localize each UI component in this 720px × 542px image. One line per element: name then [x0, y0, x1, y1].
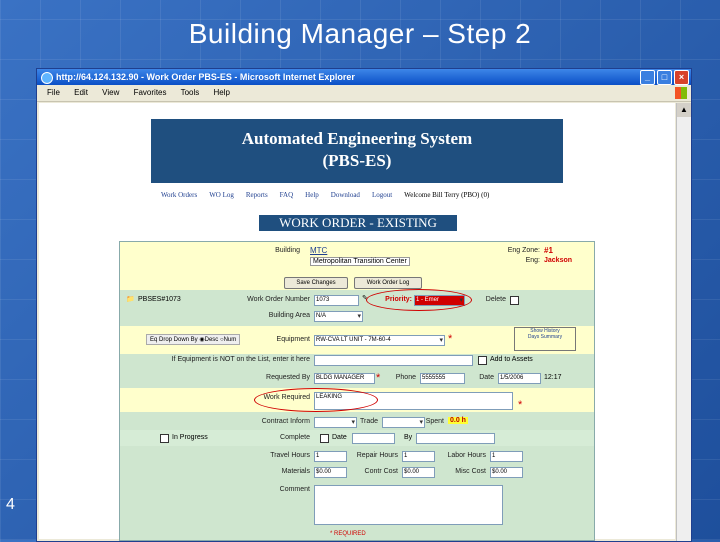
trade-label: Trade: [359, 418, 378, 425]
repair-hours-field[interactable]: 1: [402, 451, 435, 462]
in-progress-label: In Progress: [172, 434, 208, 441]
menu-help[interactable]: Help: [213, 88, 230, 97]
building-code-link[interactable]: MTC: [310, 246, 328, 255]
edit-icon[interactable]: ✎: [362, 295, 368, 302]
trade-select[interactable]: [382, 417, 425, 428]
add-to-assets-label: Add to Assets: [490, 356, 533, 363]
work-order-number-label: Work Order Number: [247, 296, 310, 303]
nav-logout[interactable]: Logout: [371, 191, 393, 199]
repair-hours-label: Repair Hours: [356, 452, 398, 459]
slide-number: 4: [6, 496, 15, 513]
nav-help[interactable]: Help: [305, 191, 319, 199]
building-label: Building: [275, 247, 300, 254]
work-required-label: Work Required: [263, 394, 310, 401]
complete-checkbox[interactable]: [320, 434, 329, 443]
browser-window: [36, 68, 692, 542]
misc-cost-label: Misc Cost: [455, 468, 486, 475]
nav-faq[interactable]: FAQ: [279, 191, 294, 199]
menu-view[interactable]: View: [102, 88, 120, 97]
menu-tools[interactable]: Tools: [180, 88, 200, 97]
scroll-up-icon[interactable]: ▲: [677, 103, 691, 117]
nav-wo-log[interactable]: WO Log: [209, 191, 234, 199]
welcome-text: Welcome Bill Terry (PBO) (0): [404, 191, 490, 199]
menu-file[interactable]: File: [47, 88, 60, 97]
work-order-form: [119, 241, 595, 541]
close-button[interactable]: ×: [674, 70, 689, 85]
eng-value: Jackson: [544, 257, 573, 264]
priority-select[interactable]: 1 - Emer ▾: [414, 295, 465, 306]
contractor-label: Contract Inform: [261, 418, 310, 425]
requested-by-label: Requested By: [266, 374, 310, 381]
menu-bar: [37, 85, 691, 102]
ie-icon: [41, 72, 53, 84]
banner-title: Automated Engineering System: [241, 129, 473, 148]
page-content: [39, 103, 675, 539]
phone-label: Phone: [395, 374, 416, 381]
requested-by-field[interactable]: BLDG MANAGER: [314, 373, 375, 384]
labor-hours-label: Labor Hours: [447, 452, 486, 459]
window-title: http://64.124.132.90 - Work Order PBS-ES - Microsoft Internet Explorer: [56, 72, 355, 82]
nav-links: [161, 191, 581, 199]
eq-num-radio[interactable]: ○: [219, 337, 224, 343]
materials-field[interactable]: $0.00: [314, 467, 347, 478]
work-required-highlight-oval: [254, 388, 378, 412]
menu-edit[interactable]: Edit: [74, 88, 88, 97]
delete-checkbox[interactable]: [510, 296, 519, 305]
save-changes-button[interactable]: Save Changes: [284, 277, 348, 289]
eng-label: Eng:: [525, 257, 540, 264]
history-panel[interactable]: [514, 327, 576, 351]
comment-label: Comment: [279, 486, 310, 493]
spent-label: Spent: [425, 418, 444, 425]
eq-drop-down-panel: [146, 334, 240, 345]
comment-textarea[interactable]: [314, 485, 503, 525]
work-order-number-field[interactable]: 1073: [314, 295, 359, 306]
browser-titlebar: [37, 69, 691, 85]
contr-cost-field[interactable]: $0.00: [402, 467, 435, 478]
eng-zone-label: Eng Zone:: [507, 247, 540, 254]
equipment-label: Equipment: [276, 336, 310, 343]
misc-cost-field[interactable]: $0.00: [490, 467, 523, 478]
equip-not-listed-input[interactable]: [314, 355, 473, 366]
banner-subtitle: (PBS-ES): [322, 151, 392, 170]
app-banner: [151, 119, 563, 183]
equip-not-listed-label: If Equipment is NOT on the List, enter it here: [171, 356, 310, 363]
vertical-scrollbar[interactable]: [676, 103, 691, 541]
eq-desc-radio[interactable]: ◉: [199, 337, 205, 343]
days-summary-link[interactable]: Days Summary: [527, 334, 563, 340]
nav-work-orders[interactable]: Work Orders: [161, 191, 198, 199]
labor-hours-field[interactable]: 1: [490, 451, 523, 462]
folder-icon: 📁: [126, 296, 135, 303]
maximize-button[interactable]: □: [657, 70, 672, 85]
complete-date-field[interactable]: [352, 433, 395, 444]
spent-value: 0.0 h: [450, 417, 466, 424]
travel-hours-field[interactable]: 1: [314, 451, 347, 462]
section-title: WORK ORDER - EXISTING: [259, 215, 457, 231]
menu-favorites[interactable]: Favorites: [133, 88, 167, 97]
travel-hours-label: Travel Hours: [270, 452, 310, 459]
building-area-label: Building Area: [268, 312, 310, 319]
complete-label: Complete: [280, 434, 310, 441]
priority-label: Priority:: [385, 296, 412, 303]
by-field[interactable]: [416, 433, 495, 444]
date-field[interactable]: 1/5/2006: [498, 373, 541, 384]
minimize-button[interactable]: _: [640, 70, 655, 85]
slide-title: Building Manager – Step 2: [188, 18, 532, 49]
work-order-log-button[interactable]: Work Order Log: [354, 277, 422, 289]
eq-num-label: Num: [223, 337, 237, 343]
requested-by-required-star: *: [376, 372, 381, 384]
contr-cost-label: Contr Cost: [364, 468, 398, 475]
delete-label: Delete: [485, 296, 506, 303]
equipment-required-star: *: [448, 333, 453, 345]
phone-field[interactable]: 5555555: [420, 373, 465, 384]
windows-logo-icon: [675, 87, 687, 99]
date-label: Date: [479, 374, 494, 381]
add-to-assets-checkbox[interactable]: [478, 356, 487, 365]
nav-download[interactable]: Download: [330, 191, 360, 199]
eq-desc-label: Desc: [204, 337, 219, 343]
by-label: By: [404, 434, 413, 441]
materials-label: Materials: [281, 468, 310, 475]
complete-date-label: Date: [332, 434, 347, 441]
wo-id: PBSES#1073: [138, 296, 181, 303]
work-required-star: *: [518, 399, 523, 411]
nav-reports[interactable]: Reports: [245, 191, 268, 199]
priority-highlight-oval: [366, 289, 472, 311]
building-area-select[interactable]: N/A ▾: [314, 311, 363, 322]
equipment-select[interactable]: RW-CVA LT UNIT - 7M-60-4 ▾: [314, 335, 445, 346]
time-value: 12:17: [544, 374, 562, 381]
eq-drop-label: Eq Drop Down By: [150, 337, 198, 343]
work-required-textarea[interactable]: LEAKING: [314, 392, 513, 410]
eng-zone-value: #1: [544, 246, 553, 255]
required-note: * REQUIRED: [330, 531, 366, 537]
building-name: Metropolitan Transition Center: [310, 257, 410, 266]
in-progress-checkbox[interactable]: [160, 434, 169, 443]
show-history-link[interactable]: Show History: [530, 328, 560, 334]
